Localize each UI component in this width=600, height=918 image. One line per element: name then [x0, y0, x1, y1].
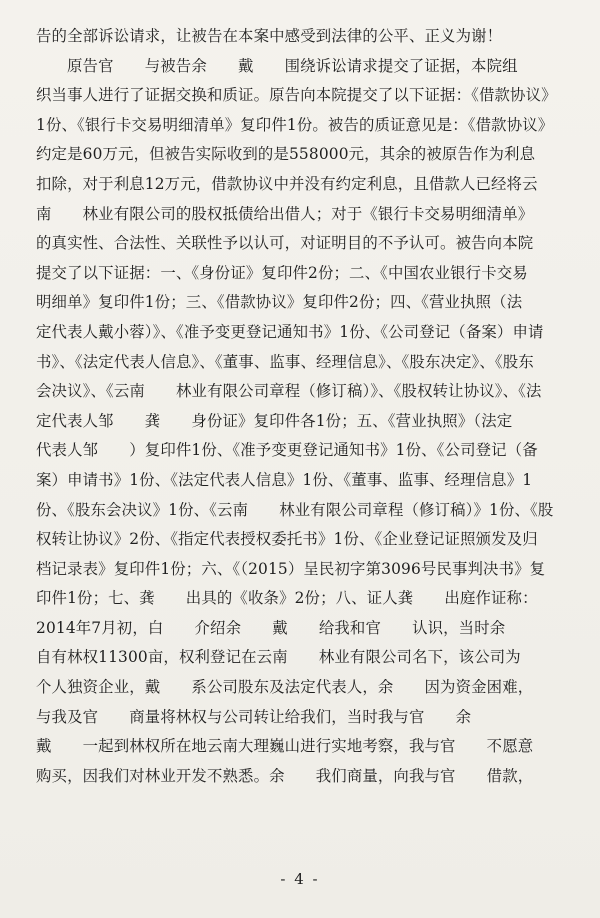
document-body [36, 22, 564, 791]
text-line-24: 与我及官 商量将林权与公司转让给我们，当时我与官 余 [36, 707, 503, 726]
text-line-3: 织当事人进行了证据交换和质证。原告向本院提交了以下证据：《借款协议》 [36, 86, 557, 105]
text-line-4: 1份、《银行卡交易明细清单》复印件1份。被告的质证意见是：《借款协议》 [36, 115, 554, 134]
text-line-14: 定代表人邹 龚 身份证》复印件各1份；五、《营业执照》（法定 [36, 411, 513, 430]
text-line-22: 自有林权11300亩，权利登记在云南 林业有限公司名下，该公司为 [36, 648, 521, 667]
text-line-5: 约定是60万元，但被告实际收到的是558000元，其余的被原告作为利息 [36, 145, 536, 164]
text-line-9: 提交了以下证据：一、《身份证》复印件2份；二、《中国农业银行卡交易 [36, 263, 528, 282]
text-line-15: 代表人邹 ）复印件1份、《准予变更登记通知书》1份、《公司登记（备 [36, 441, 538, 460]
text-line-10: 明细单》复印件1份；三、《借款协议》复印件2份；四、《营业执照（法 [36, 293, 523, 312]
text-line-8: 的真实性、合法性、关联性予以认可，对证明目的不予认可。被告向本院 [36, 234, 534, 253]
text-line-6: 扣除，对于利息12万元，借款协议中并没有约定利息，且借款人已经将云 [36, 174, 538, 193]
text-line-21: 2014年7月初，白 介绍余 戴 给我和官 认识，当时余 [36, 618, 506, 637]
text-line-26: 购买，因我们对林业开发不熟悉。余 我们商量，向我与官 借款， [36, 766, 534, 785]
page-number: - 4 - [280, 870, 320, 888]
text-line-20: 印件1份；七、龚 出具的《收条》2份；八、证人龚 出庭作证称： [36, 589, 538, 608]
text-line-23: 个人独资企业，戴 系公司股东及法定代表人，余 因为资金困难， [36, 678, 534, 697]
text-line-1: 告的全部诉讼请求，让被告在本案中感受到法律的公平、正义为谢！ [36, 27, 503, 45]
text-line-17: 份、《股东会决议》1份、《云南 林业有限公司章程（修订稿）》1份、《股 [36, 500, 554, 519]
text-line-19: 档记录表》复印件1份；六、《（2015）呈民初字第3096号民事判决书》复 [36, 559, 546, 578]
text-line-2: 原告官 与被告余 戴 围绕诉讼请求提交了证据，本院组 [67, 56, 518, 75]
text-line-16: 案）申请书》1份、《法定代表人信息》1份、《董事、监事、经理信息》1 [36, 470, 533, 489]
text-line-11: 定代表人戴小蓉）》、《准予变更登记通知书》1份、《公司登记（备案）申请 [36, 322, 544, 341]
text-line-25: 戴 一起到林权所在地云南大理巍山进行实地考察，我与官 不愿意 [36, 737, 534, 756]
text-line-7: 南 林业有限公司的股权抵债给出借人；对于《银行卡交易明细清单》 [36, 204, 534, 223]
text-line-12: 书》、《法定代表人信息》、《董事、监事、经理信息》、《股东决定》、《股东 [36, 352, 534, 371]
text-line-18: 权转让协议》2份、《指定代表授权委托书》1份、《企业登记证照颁发及归 [36, 530, 538, 549]
text-line-13: 会决议》、《云南 林业有限公司章程（修订稿）》、《股权转让协议》、《法 [36, 382, 542, 401]
